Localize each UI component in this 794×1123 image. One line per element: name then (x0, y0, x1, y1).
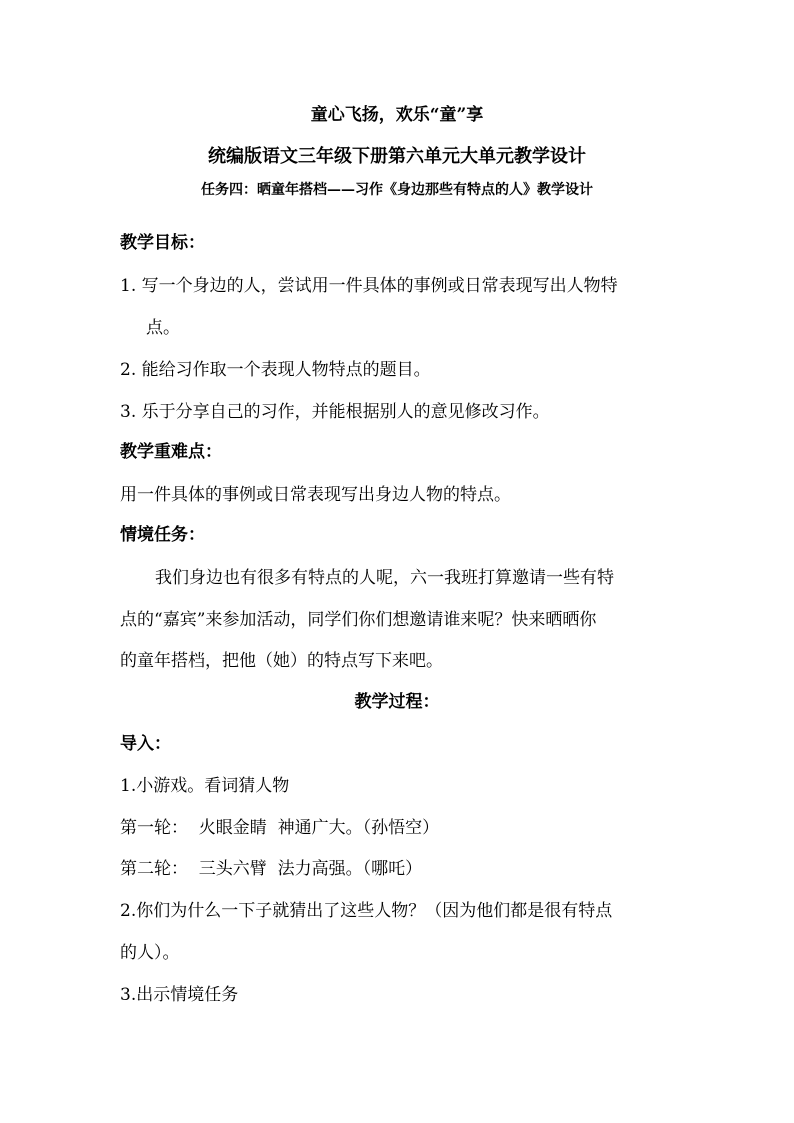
situation-paragraph-line-3: 的童年搭档，把他（她）的特点写下来吧。 (120, 651, 443, 671)
game-round-1: 第一轮： 火眼金睛 神通广大。（孙悟空） (120, 818, 440, 838)
process-step-3: 3.出示情境任务 (120, 985, 239, 1005)
goal-item-2: 2. 能给习作取一个表现人物特点的题目。 (120, 360, 431, 380)
goal-item-1-line-2: 点。 (146, 318, 180, 338)
situation-paragraph-line-2: 点的“嘉宾”来参加活动，同学们你们想邀请谁来呢？快来晒晒你 (120, 610, 597, 630)
goal-item-1-line-1: 1. 写一个身边的人，尝试用一件具体的事例或日常表现写出人物特 (120, 276, 618, 296)
process-step-2-line-1: 2.你们为什么一下子就猜出了这些人物？（因为他们都是很有特点 (120, 901, 613, 921)
document-title: 童心飞扬，欢乐“童”享 (310, 105, 484, 125)
task-title: 任务四：晒童年搭档——习作《身边那些有特点的人》教学设计 (201, 182, 593, 198)
key-points-heading: 教学重难点： (120, 442, 222, 462)
process-step-2-line-2: 的人）。 (120, 943, 180, 963)
game-round-2: 第二轮： 三头六臂 法力高强。（哪吒） (120, 859, 423, 879)
process-step-1: 1.小游戏。看词猜人物 (120, 776, 290, 796)
situation-heading: 情境任务： (120, 525, 205, 545)
document-subtitle: 统编版语文三年级下册第六单元大单元教学设计 (208, 146, 586, 167)
process-heading: 教学过程： (354, 692, 440, 712)
intro-heading: 导入： (120, 734, 171, 754)
goal-item-3: 3. 乐于分享自己的习作，并能根据别人的意见修改习作。 (120, 402, 550, 422)
goals-heading: 教学目标： (120, 233, 205, 253)
key-points-text: 用一件具体的事例或日常表现写出身边人物的特点。 (120, 485, 511, 505)
situation-paragraph-line-1: 我们身边也有很多有特点的人呢，六一我班打算邀请一些有特 (155, 568, 614, 588)
